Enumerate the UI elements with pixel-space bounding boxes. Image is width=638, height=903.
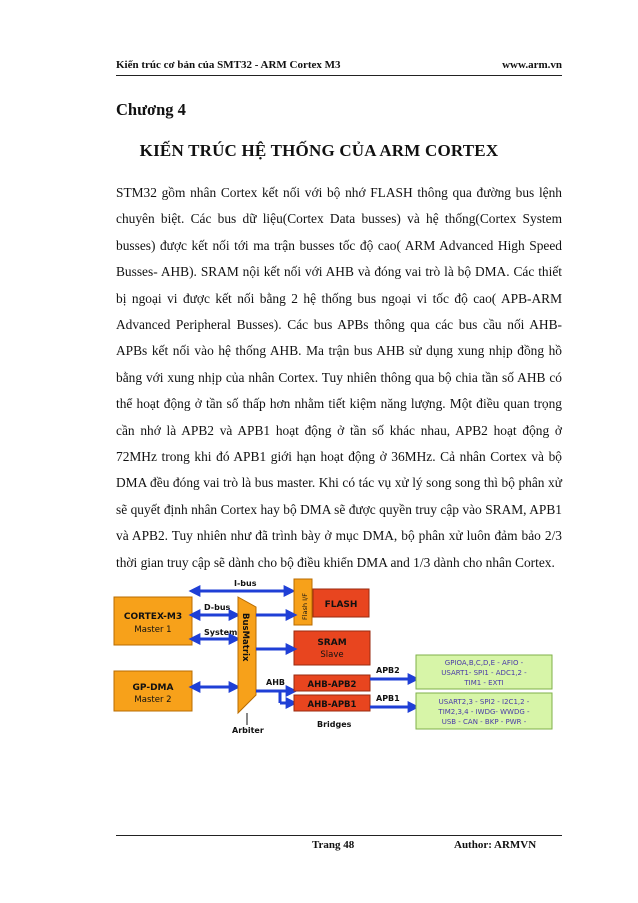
apb1-peripherals-line3: USB - CAN - BKP - PWR - — [441, 718, 527, 726]
apb2-peripherals-line2: USART1- SPI1 - ADC1,2 - — [441, 669, 527, 677]
sram-role: Slave — [320, 650, 344, 660]
flash-if-label: Flash I/F — [301, 593, 309, 620]
header-website: www.arm.vn — [502, 59, 562, 71]
header-rule — [116, 75, 562, 76]
cortex-m3-role: Master 1 — [134, 625, 172, 635]
busmatrix-label: BusMatrix — [240, 613, 250, 662]
header-doc-title: Kiến trúc cơ bản của SMT32 - ARM Cortex M3 — [116, 59, 341, 71]
gp-dma-role: Master 2 — [134, 695, 172, 705]
bridges-label: Bridges — [317, 720, 352, 729]
apb1-peripherals-line2: TIM2,3,4 - IWDG- WWDG - — [438, 708, 530, 716]
apb1-label: APB1 — [376, 694, 400, 703]
page-number: Trang 48 — [312, 839, 355, 851]
architecture-diagram — [112, 575, 560, 735]
gp-dma-label: GP-DMA — [132, 683, 174, 693]
arbiter-label: Arbiter — [232, 726, 264, 735]
chapter-label: Chương 4 — [116, 100, 186, 119]
ahb-apb1-label: AHB-APB1 — [307, 700, 357, 710]
apb2-label: APB2 — [376, 666, 400, 675]
ahb-apb2-label: AHB-APB2 — [307, 680, 357, 690]
ibus-label: I-bus — [234, 579, 257, 588]
flash-label: FLASH — [324, 600, 358, 610]
apb1-peripherals-line1: USART2,3 - SPI2 - I2C1,2 - — [438, 698, 530, 706]
system-bus-label: System — [204, 628, 238, 637]
ahb-label: AHB — [266, 678, 285, 687]
cortex-m3-label: CORTEX-M3 — [123, 612, 183, 622]
page-title: KIẾN TRÚC HỆ THỐNG CỦA ARM CORTEX — [139, 141, 499, 160]
footer-author: Author: ARMVN — [454, 839, 537, 851]
footer-rule — [116, 835, 562, 836]
apb2-peripherals-line3: TIM1 - EXTI — [464, 679, 504, 687]
dbus-label: D-bus — [204, 603, 231, 612]
body-paragraph: STM32 gồm nhân Cortex kết nối với bộ nhớ FLASH thông qua đường bus lệnh chuyên biệt. Các bus dữ liệu(Cortex Data busses) và hệ thống(Cortex System busses) được kết nối tới ma trận busses tốc độ cao( ARM Advanced High Speed Busses- AHB). SRAM nội kết nối với AHB và đóng vai trò là bộ DMA. Các thiết bị ngoại vi được kết nối bằng 2 hệ thống bus ngoại vi tốc độ cao( APB-ARM Advanced Peripheral Busses). Các bus APBs thông qua các bus cầu nối AHB-APBs kết nối vào hệ thống AHB. Ma trận bus AHB sử dụng xung nhịp đồng hồ bằng với xung nhịp của nhân Cortex. Tuy nhiên thông qua bộ chia tần số AHB có thể hoạt động ở tần số thấp hơn nhằm tiết kiệm năng lượng. Một điều quan trọng cần nhớ là APB2 và APB1 hoạt động ở tần số khác nhau, APB2 hoạt động ở 72MHz trong khi đó APB1 giới hạn hoạt động ở 36MHz. Cả nhân Cortex và bộ DMA đều đóng vai trò là bus master. Khi có tác vụ xử lý song song thì bộ phân xử sẽ quyết định nhân Cortex hay bộ DMA sẽ được quyền truy cập vào SRAM, APB1 và APB2. Tuy nhiên như đã trình bày ở mục DMA, bộ phân xử luôn đảm bảo 2/3 thời gian truy cập sẽ dành cho bộ điều khiển DMA and 1/3 dành cho nhân Cortex. — [116, 185, 562, 570]
sram-label: SRAM — [317, 638, 347, 648]
apb2-peripherals-line1: GPIOA,B,C,D,E - AFIO - — [444, 659, 524, 667]
